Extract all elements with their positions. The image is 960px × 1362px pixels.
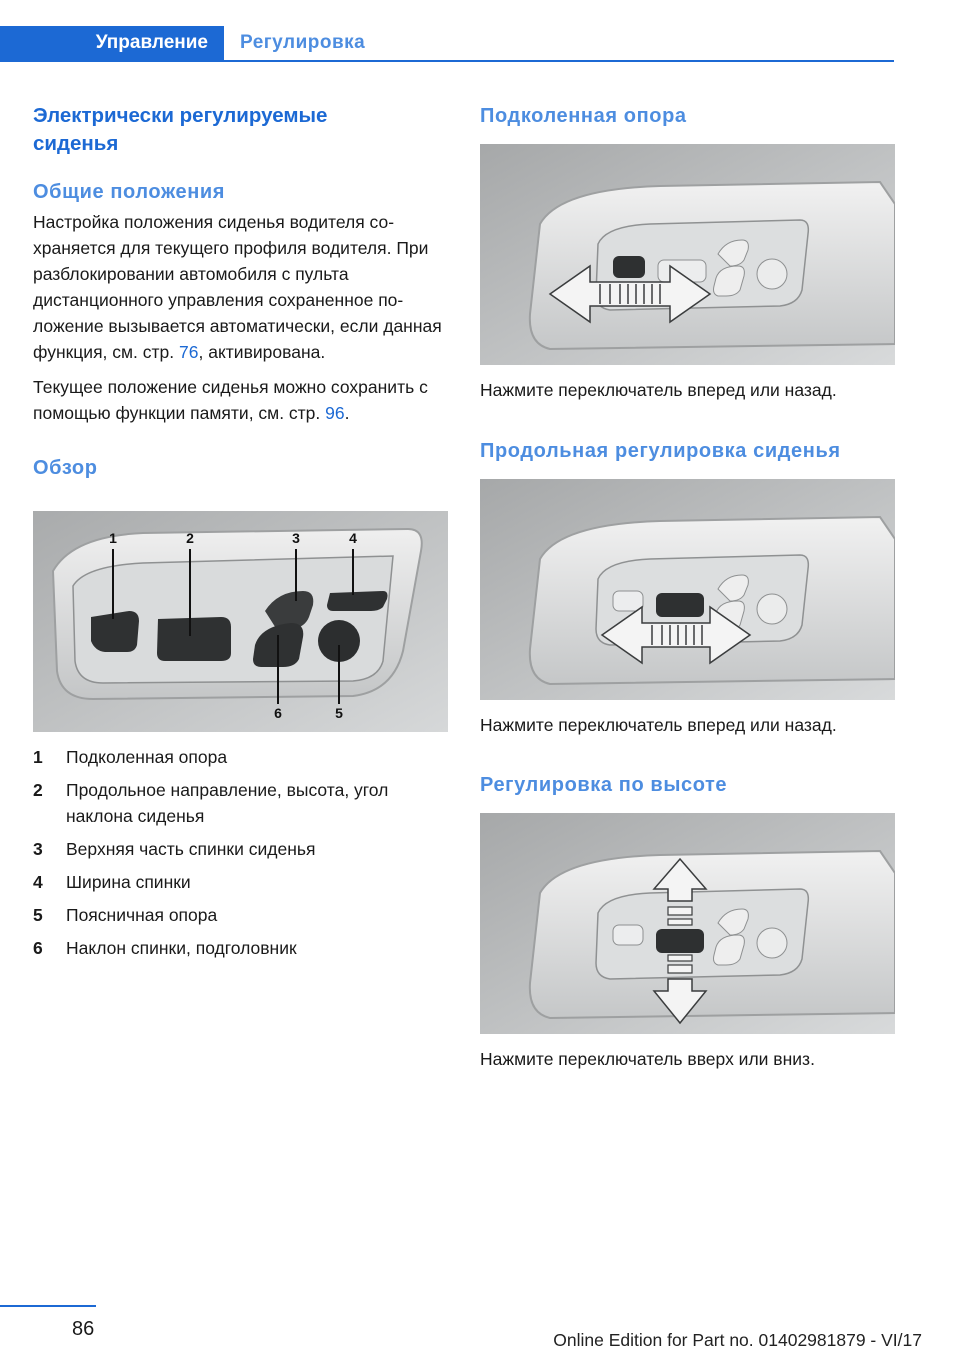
legend-item — [33, 902, 453, 928]
paragraph-profile — [33, 209, 451, 365]
paragraph-memory-end: . — [344, 403, 350, 423]
callout-3: 3 — [292, 530, 300, 546]
caption-knee-support: Нажмите переключатель вперед или назад. — [480, 380, 837, 400]
legend-item — [33, 836, 453, 862]
legend-text: Продольное направление, высота, угол наклона сиденья — [66, 780, 389, 826]
caption-height-wrap — [480, 1046, 895, 1072]
paragraph-memory-text: Текущее положение сиденья можно сохранить с помощью функции памяти, см. стр. — [33, 377, 428, 423]
paragraph-memory — [33, 374, 433, 426]
paragraph-profile-text: Настройка положения сиденья водителя сохраняется для текущего профиля водителя. При разблокировании автомобиля с пульта дистанционного управления сохраненное положение вызывается автоматически, если данная функция, см. стр. — [33, 212, 442, 362]
legend-number: 4 — [33, 872, 43, 892]
left-section-general — [33, 178, 453, 482]
callout-1: 1 — [109, 530, 117, 546]
longitudinal-adjust-image — [480, 479, 895, 700]
legend-number: 2 — [33, 780, 43, 800]
tab-regulirovka[interactable]: Регулировка — [240, 32, 366, 53]
knee-support-image — [480, 144, 895, 365]
legend-text: Наклон спинки, подголовник — [66, 938, 297, 958]
legend-number: 3 — [33, 839, 43, 859]
caption-longitudinal-wrap — [480, 712, 895, 738]
heading-general: Общие положения — [33, 181, 226, 203]
header-divider — [0, 60, 894, 62]
legend-number: 5 — [33, 905, 43, 925]
seat-controls-overview-image — [33, 511, 448, 732]
section-longitudinal — [480, 437, 895, 465]
legend-text: Верхняя часть спинки сиденья — [66, 839, 316, 859]
legend-text: Поясничная опора — [66, 905, 218, 925]
legend-item — [33, 935, 453, 961]
height-adjust-image — [480, 813, 895, 1034]
tab-upravlenie[interactable]: Управление — [0, 26, 224, 60]
edition-info: Online Edition for Part no. 01402981879 - VI/17 — [553, 1330, 922, 1350]
legend-text: Ширина спинки — [66, 872, 191, 892]
legend-text: Подколенная опора — [66, 747, 228, 767]
legend-item — [33, 869, 453, 895]
legend-item — [33, 744, 453, 770]
page-link-96[interactable]: 96 — [325, 403, 345, 423]
callout-4: 4 — [349, 530, 357, 546]
page-title: Электрически регулируемые сиденья — [33, 104, 328, 155]
legend-list — [33, 744, 453, 968]
left-column — [33, 102, 453, 158]
section-height — [480, 771, 895, 799]
paragraph-profile-end: , активирована. — [198, 342, 326, 362]
heading-longitudinal: Продольная регулировка сиденья — [480, 440, 841, 462]
heading-height: Регулировка по высоте — [480, 774, 728, 796]
heading-knee-support: Подколенная опора — [480, 105, 687, 127]
page-link-76[interactable]: 76 — [179, 342, 199, 362]
section-knee-support — [480, 102, 895, 130]
callout-6: 6 — [274, 705, 282, 721]
heading-overview: Обзор — [33, 457, 98, 479]
caption-height: Нажмите переключатель вверх или вниз. — [480, 1049, 815, 1069]
page-number: 86 — [72, 1318, 95, 1340]
callout-5: 5 — [335, 705, 343, 721]
callout-2: 2 — [186, 530, 194, 546]
legend-number: 6 — [33, 938, 43, 958]
legend-item — [33, 777, 436, 829]
caption-longitudinal: Нажмите переключатель вперед или назад. — [480, 715, 837, 735]
legend-number: 1 — [33, 747, 43, 767]
caption-knee-support-wrap — [480, 377, 895, 403]
header-tabs — [0, 26, 894, 62]
footer-divider — [0, 1305, 96, 1307]
